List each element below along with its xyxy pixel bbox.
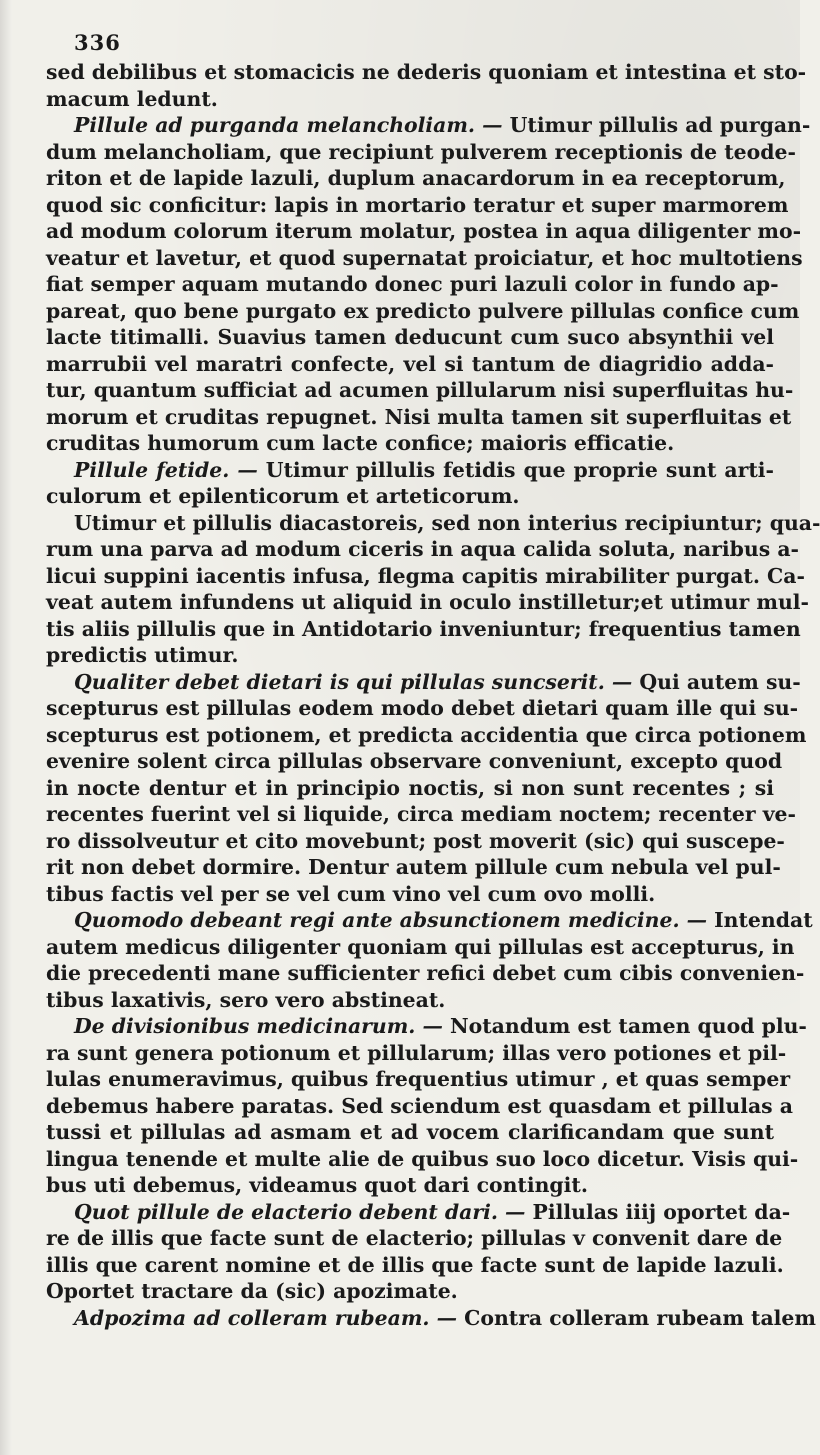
text-line bbox=[46, 1146, 799, 1173]
text-line bbox=[46, 1172, 774, 1199]
text-line bbox=[46, 616, 801, 643]
text-line bbox=[46, 457, 774, 484]
line-text: quod sic conficitur: lapis in mortario teratur et super marmorem bbox=[46, 192, 789, 217]
text-line bbox=[46, 907, 813, 934]
line-text: veatur et lavetur, et quod supernatat proiciatur, et hoc multotiens bbox=[46, 245, 803, 270]
text-line bbox=[46, 510, 820, 537]
line-text: Notandum est tamen quod plu- bbox=[442, 1014, 807, 1038]
line-text: lulas enumeravimus, quibus frequentius utimur , et quas semper bbox=[46, 1067, 791, 1091]
line-text: tibus factis vel per se vel cum vino vel cum ovo molli. bbox=[46, 881, 656, 906]
text-line bbox=[46, 59, 807, 86]
line-text: veat autem infundens ut aliquid in oculo instilletur;et utimur mul- bbox=[46, 590, 809, 614]
section-heading: Adpozima ad colleram rubeam. — bbox=[74, 1305, 458, 1330]
text-line bbox=[46, 1252, 784, 1279]
text-line bbox=[46, 430, 774, 457]
section-heading: De divisionibus medicinarum. — bbox=[74, 1014, 443, 1038]
text-line bbox=[46, 1066, 791, 1093]
line-text: Qui autem su- bbox=[632, 669, 801, 694]
text-line bbox=[46, 934, 795, 961]
section-heading: Quot pillule de elacterio debent dari. — bbox=[74, 1199, 526, 1224]
text-line bbox=[46, 404, 792, 431]
text-line bbox=[46, 1119, 774, 1146]
text-line bbox=[46, 881, 774, 908]
page-number: 336 bbox=[74, 30, 121, 55]
line-text: marrubii vel maratri confecte, vel si tantum de diagridio adda- bbox=[46, 351, 774, 376]
line-text: culorum et epilenticorum et arteticorum. bbox=[46, 484, 520, 508]
text-line bbox=[46, 218, 802, 245]
text-line bbox=[46, 775, 774, 802]
line-text: fiat semper aquam mutando donec puri lazuli color in fundo ap- bbox=[46, 272, 779, 296]
line-text: licui suppini iacentis infusa, flegma capitis mirabiliter purgat. Ca- bbox=[46, 563, 805, 588]
text-line bbox=[46, 324, 774, 351]
text-line bbox=[46, 112, 811, 139]
line-text: riton et de lapide lazuli, duplum anacardorum in ea receptorum, bbox=[46, 166, 786, 190]
text-line bbox=[46, 139, 796, 166]
line-text: scepturus est pillulas eodem modo debet dietari quam ille qui su- bbox=[46, 696, 799, 720]
line-text: Contra colleram rubeam talem bbox=[457, 1305, 816, 1330]
line-text: scepturus est potionem, et predicta accidentia que circa potionem bbox=[46, 722, 807, 747]
line-text: tussi et pillulas ad asmam et ad vocem clarificandam que sunt bbox=[46, 1120, 774, 1144]
line-text: tur, quantum sufficiat ad acumen pillularum nisi superfluitas hu- bbox=[46, 378, 794, 402]
text-line bbox=[46, 483, 774, 510]
line-text: debemus habere paratas. Sed sciendum est quasdam et pillulas a bbox=[46, 1093, 793, 1118]
section-heading: Pillule fetide. — bbox=[74, 457, 258, 482]
text-line bbox=[46, 1225, 783, 1252]
line-text: lacte titimalli. Suavius tamen deducunt cum suco absynthii vel bbox=[46, 325, 774, 349]
line-text: in nocte dentur et in principio noctis, si non sunt recentes ; si bbox=[46, 775, 774, 800]
line-text: autem medicus diligenter quoniam qui pillulas est accepturus, in bbox=[46, 934, 795, 959]
section-heading: Pillule ad purganda melancholiam. — bbox=[74, 113, 503, 137]
line-text: illis que carent nomine et de illis que facte sunt de lapide lazuli. bbox=[46, 1252, 784, 1277]
line-text: bus uti debemus, videamus quot dari contingit. bbox=[46, 1173, 588, 1197]
text-line bbox=[46, 669, 801, 696]
text-line bbox=[46, 695, 799, 722]
section-heading: Quomodo debeant regi ante absunctionem medicine. — bbox=[74, 908, 708, 932]
line-text: rum una parva ad modum ciceris in aqua calida soluta, naribus a- bbox=[46, 537, 799, 561]
text-line bbox=[46, 801, 796, 828]
text-line bbox=[46, 854, 781, 881]
text-line bbox=[46, 1305, 816, 1332]
line-text: ra sunt genera potionum et pillularum; illas vero potiones et pil- bbox=[46, 1040, 787, 1065]
text-line bbox=[46, 245, 803, 272]
section-heading: Qualiter debet dietari is qui pillulas suncserit. — bbox=[74, 669, 633, 694]
line-text: cruditas humorum cum lacte confice; maioris efficatie. bbox=[46, 431, 675, 455]
text-line bbox=[46, 1278, 774, 1305]
line-text: Pillulas iiij oportet da- bbox=[525, 1199, 791, 1224]
line-text: macum ledunt. bbox=[46, 86, 218, 111]
text-line bbox=[46, 1093, 793, 1120]
line-text: Utimur pillulis ad purgan- bbox=[502, 113, 811, 137]
text-line bbox=[46, 271, 779, 298]
line-text: rit non debet dormire. Dentur autem pillule cum nebula vel pul- bbox=[46, 855, 781, 879]
line-text: tis aliis pillulis que in Antidotario inveniuntur; frequentius tamen bbox=[46, 616, 801, 641]
text-line bbox=[46, 722, 807, 749]
text-line bbox=[46, 377, 794, 404]
line-text: pareat, quo bene purgato ex predicto pulvere pillulas confice cum bbox=[46, 298, 800, 323]
text-line bbox=[46, 192, 789, 219]
text-line bbox=[46, 1040, 787, 1067]
line-text: recentes fuerint vel si liquide, circa mediam noctem; recenter ve- bbox=[46, 802, 796, 826]
line-text: tibus laxativis, sero vero abstineat. bbox=[46, 987, 446, 1012]
text-line bbox=[46, 748, 783, 775]
text-line bbox=[46, 536, 799, 563]
line-text: re de illis que facte sunt de elacterio; pillulas v convenit dare de bbox=[46, 1226, 783, 1250]
text-line bbox=[46, 165, 786, 192]
line-text: die precedenti mane sufficienter refici debet cum cibis convenien- bbox=[46, 961, 805, 985]
text-line bbox=[46, 351, 774, 378]
line-text: evenire solent circa pillulas observare conveniunt, excepto quod bbox=[46, 749, 783, 773]
line-text: lingua tenende et multe alie de quibus suo loco dicetur. Visis qui- bbox=[46, 1146, 799, 1171]
line-text: morum et cruditas repugnet. Nisi multa tamen sit superfluitas et bbox=[46, 404, 792, 429]
line-text: dum melancholiam, que recipiunt pulverem receptionis de teode- bbox=[46, 139, 796, 164]
text-line bbox=[46, 987, 774, 1014]
text-line bbox=[46, 1013, 807, 1040]
line-text: Utimur pillulis fetidis que proprie sunt arti- bbox=[257, 457, 774, 482]
line-text: ad modum colorum iterum molatur, postea in aqua diligenter mo- bbox=[46, 219, 802, 243]
line-text: Oportet tractare da (sic) apozimate. bbox=[46, 1279, 458, 1303]
body-text bbox=[46, 59, 820, 1331]
text-line bbox=[46, 563, 805, 590]
line-text: sed debilibus et stomacicis ne dederis quoniam et intestina et sto- bbox=[46, 60, 807, 84]
text-line bbox=[46, 86, 774, 113]
line-text: Intendat bbox=[707, 908, 813, 932]
text-line bbox=[46, 960, 805, 987]
text-line bbox=[46, 1199, 791, 1226]
text-line bbox=[46, 298, 800, 325]
text-line bbox=[46, 828, 785, 855]
text-line bbox=[46, 642, 774, 669]
text-line bbox=[46, 589, 809, 616]
line-text: predictis utimur. bbox=[46, 643, 239, 667]
line-text: ro dissolveutur et cito movebunt; post moverit (sic) qui suscepe- bbox=[46, 828, 785, 853]
line-text: Utimur et pillulis diacastoreis, sed non interius recipiuntur; qua- bbox=[74, 510, 820, 535]
